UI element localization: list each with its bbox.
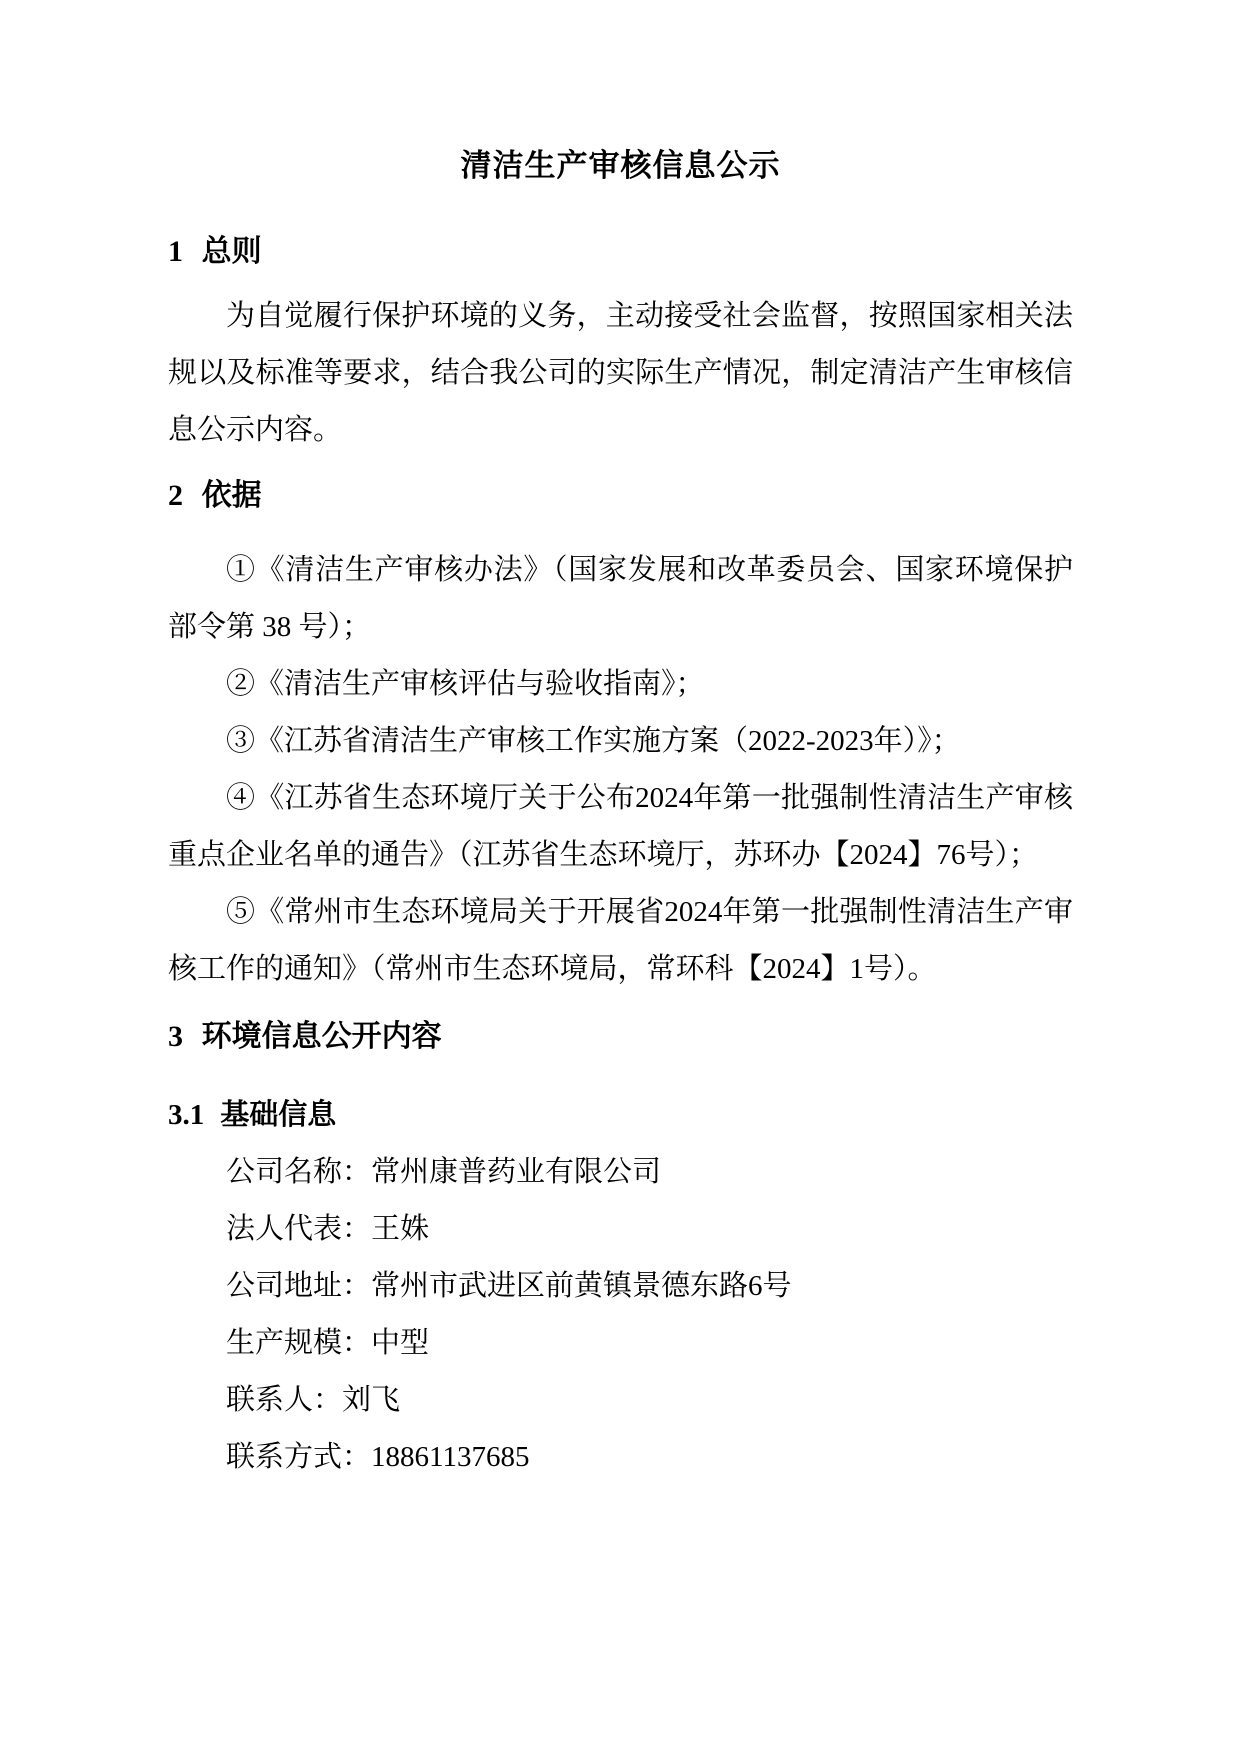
info-label: 联系方式 (226, 1441, 343, 1473)
info-colon: ： (342, 1213, 372, 1245)
info-label: 生产规模 (226, 1327, 343, 1359)
reference-item-4: ④《江苏省生态环境厅关于公布2024年第一批强制性清洁生产审核重点企业名单的通告》（江苏省生态环境厅，苏环办【2024】76号）； (168, 782, 1073, 871)
section-2-number: 2 (168, 479, 183, 512)
info-line-production-scale (168, 1315, 1073, 1372)
section-3-1-heading-text: 基础信息 (220, 1099, 337, 1131)
section-3-1-number: 3.1 (168, 1099, 205, 1131)
info-colon: ： (342, 1270, 372, 1302)
info-line-legal-representative (168, 1201, 1073, 1258)
info-label: 公司名称 (226, 1156, 343, 1188)
info-colon: ： (342, 1327, 372, 1359)
info-value: 中型 (371, 1327, 430, 1359)
section-1-number: 1 (168, 235, 183, 268)
info-line-company-address (168, 1258, 1073, 1315)
info-line-company-name (168, 1144, 1073, 1201)
info-value: 常州康普药业有限公司 (371, 1156, 662, 1188)
info-label: 联系人 (226, 1384, 314, 1416)
section-3-heading (168, 1008, 1073, 1065)
info-value: 刘飞 (342, 1384, 401, 1416)
document-title: 清洁生产审核信息公示 (460, 148, 781, 183)
info-value: 常州市武进区前黄镇景德东路6号 (371, 1270, 792, 1302)
reference-item-2: ②《清洁生产审核评估与验收指南》； (226, 668, 705, 700)
info-line-contact-number (168, 1429, 1073, 1486)
info-label: 公司地址 (226, 1270, 343, 1302)
info-line-contact-person (168, 1372, 1073, 1429)
reference-item-3: ③《江苏省清洁生产审核工作实施方案（2022-2023年）》； (226, 725, 961, 757)
section-3-number: 3 (168, 1020, 183, 1053)
info-value: 18861137685 (371, 1441, 530, 1473)
section-3-1-heading (168, 1087, 1073, 1144)
section-1-paragraph: 为自觉履行保护环境的义务，主动接受社会监督，按照国家相关法规以及标准等要求，结合我公司的实际生产情况，制定清洁产生审核信息公示内容。 (168, 300, 1073, 446)
section-1-heading (168, 223, 1073, 280)
info-colon: ： (313, 1384, 343, 1416)
section-1-heading-text: 总则 (201, 235, 262, 268)
info-label: 法人代表 (226, 1213, 343, 1245)
reference-item-5: ⑤《常州市生态环境局关于开展省2024年第一批强制性清洁生产审核工作的通知》（常州市生态环境局，常环科【2024】1号）。 (168, 896, 1073, 985)
info-colon: ： (342, 1441, 372, 1473)
info-value: 王姝 (371, 1213, 430, 1245)
section-3-heading-text: 环境信息公开内容 (201, 1020, 442, 1053)
section-2-heading-text: 依据 (201, 479, 262, 512)
reference-item-1: ①《清洁生产审核办法》（国家发展和改革委员会、国家环境保护部令第 38 号）； (168, 554, 1073, 643)
info-colon: ： (342, 1156, 372, 1188)
section-2-heading (168, 467, 1073, 524)
